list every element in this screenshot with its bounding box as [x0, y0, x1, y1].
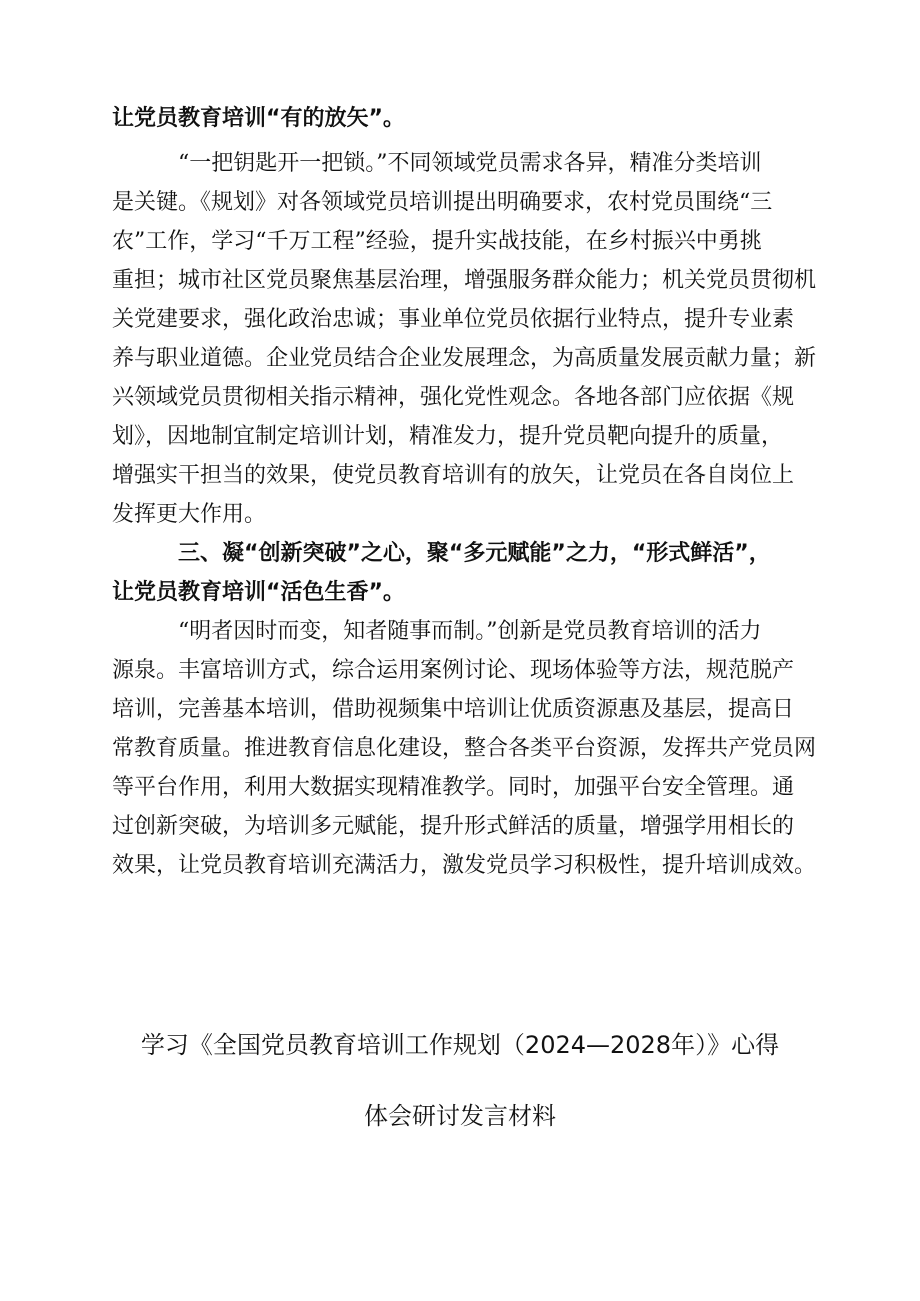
paragraph-line: 等平台作用，利用大数据实现精准教学。同时，加强平台安全管理。通 [112, 775, 795, 800]
paragraph-line: 常教育质量。推进教育信息化建设，整合各类平台资源，发挥共产党员网 [112, 736, 817, 761]
paragraph-line: 源泉。丰富培训方式，综合运用案例讨论、现场体验等方法，规范脱产 [112, 658, 795, 683]
paragraph-line: “一把钥匙开一把锁。”不同领域党员需求各异，精准分类培训 [178, 151, 762, 176]
paragraph-line: 养与职业道德。企业党员结合企业发展理念，为高质量发展贡献力量；新 [112, 346, 817, 371]
paragraph-line: 过创新突破，为培训多元赋能，提升形式鲜活的质量，增强学用相长的 [112, 814, 795, 839]
section-heading: 让党员教育培训“活色生香”。 [112, 580, 405, 605]
document-title: 体会研讨发言材料 [364, 1102, 556, 1130]
paragraph-line: 培训，完善基本培训，借助视频集中培训让优质资源惠及基层，提高日 [112, 697, 795, 722]
paragraph-line: 关党建要求，强化政治忠诚；事业单位党员依据行业特点，提升专业素 [112, 307, 795, 332]
document-title: 学习《全国党员教育培训工作规划（2024—2028年）》心得 [140, 1031, 780, 1059]
paragraph-line: 重担；城市社区党员聚焦基层治理，增强服务群众能力；机关党员贯彻机 [112, 268, 817, 293]
section-heading: 三、凝“创新突破”之心，聚“多元赋能”之力，“形式鲜活”， [178, 541, 771, 566]
paragraph-line: 兴领域党员贯彻相关指示精神，强化党性观念。各地各部门应依据《规 [112, 385, 795, 410]
paragraph-line: 发挥更大作用。 [112, 502, 267, 527]
paragraph-line: 划》，因地制宜制定培训计划，精准发力，提升党员靶向提升的质量， [112, 424, 784, 449]
section-heading-tail: 让党员教育培训“有的放矢”。 [112, 106, 405, 131]
paragraph-line: “明者因时而变，知者随事而制。”创新是党员教育培训的活力 [178, 619, 762, 644]
paragraph-line: 增强实干担当的效果，使党员教育培训有的放矢，让党员在各自岗位上 [112, 463, 795, 488]
paragraph-line: 效果，让党员教育培训充满活力，激发党员学习积极性，提升培训成效。 [112, 853, 817, 878]
paragraph-line: 是关键。《规划》对各领域党员培训提出明确要求，农村党员围绕“三 [112, 190, 773, 215]
paragraph-line: 农”工作，学习“千万工程”经验，提升实战技能，在乡村振兴中勇挑 [112, 229, 762, 254]
